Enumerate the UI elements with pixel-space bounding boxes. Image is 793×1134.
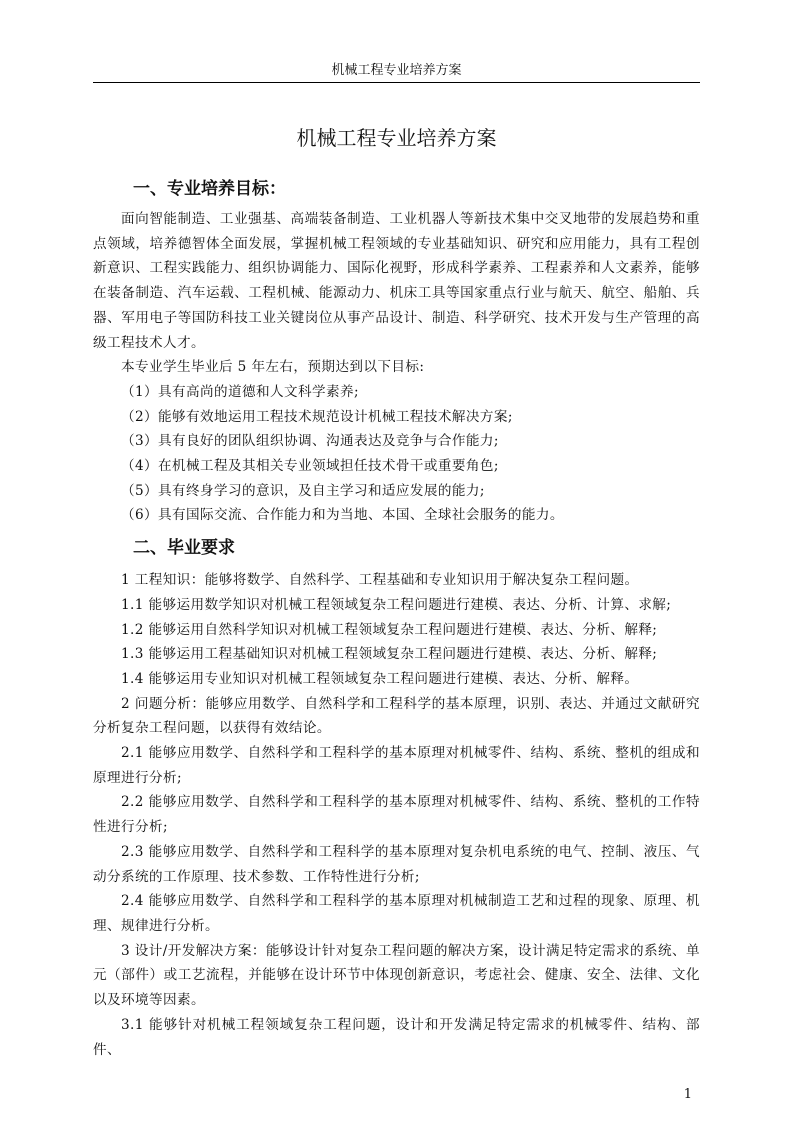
paragraph: 2 问题分析：能够应用数学、自然科学和工程科学的基本原理，识别、表达、并通过文献研究分析复杂工程问题，以获得有效结论。 [93,695,700,737]
page-number: 1 [683,1087,692,1103]
list-item: （4）在机械工程及其相关专业领域担任技术骨干或重要角色; [121,458,499,475]
paragraph: 3.1 能够针对机械工程领域复杂工程问题，设计和开发满足特定需求的机械零件、结构、部件、 [93,1016,700,1058]
header-rule [93,82,700,83]
paragraph: 1.4 能够运用专业知识对机械工程领域复杂工程问题进行建模、表达、分析、解释。 [121,670,639,687]
paragraph: 3 设计/开发解决方案：能够设计针对复杂工程问题的解决方案，设计满足特定需求的系统、单元（部件）或工艺流程，并能够在设计环节中体现创新意识，考虑社会、健康、安全、法律、文化以及环境等因素。 [93,942,700,1009]
paragraph: 面向智能制造、工业强基、高端装备制造、工业机器人等新技术集中交叉地带的发展趋势和重点领域，培养德智体全面发展，掌握机械工程领域的专业基础知识、研究和应用能力，具有工程创新意识、工程实践能力、组织协调能力、国际化视野，形成科学素养、工程素养和人文素养，能够在装备制造、汽车运载、工程机械、能源动力、机床工具等国家重点行业与航天、航空、船舶、兵器、军用电子等国防科技工业关键岗位从事产品设计、制造、科学研究、技术开发与生产管理的高级工程技术人才。 [93,211,700,351]
section-requirements-body [93,568,700,1062]
document-title: 机械工程专业培养方案 [296,126,497,150]
paragraph: 2.2 能够应用数学、自然科学和工程科学的基本原理对机械零件、结构、系统、整机的工作特性进行分析; [93,794,700,836]
paragraph: 1.3 能够运用工程基础知识对机械工程领域复杂工程问题进行建模、表达、分析、解释; [121,646,658,663]
paragraph: 2.3 能够应用数学、自然科学和工程科学的基本原理对复杂机电系统的电气、控制、液压、气动分系统的工作原理、技术参数、工作特性进行分析; [93,843,700,885]
paragraph: 1.2 能够运用自然科学知识对机械工程领域复杂工程问题进行建模、表达、分析、解释; [121,621,658,638]
list-item: （2）能够有效地运用工程技术规范设计机械工程技术解决方案; [121,408,513,425]
list-item: （3）具有良好的团队组织协调、沟通表达及竞争与合作能力; [121,433,499,450]
section-goals-body [93,207,700,528]
section-heading-requirements: 二、毕业要求 [133,538,235,559]
list-item: （1）具有高尚的道德和人文科学素养; [121,383,359,400]
paragraph: 2.1 能够应用数学、自然科学和工程科学的基本原理对机械零件、结构、系统、整机的组成和原理进行分析; [93,745,700,786]
paragraph: 本专业学生毕业后 5 年左右，预期达到以下目标: [121,359,425,376]
running-header: 机械工程专业培养方案 [331,63,462,78]
document-page [93,0,700,1134]
list-item: （5）具有终身学习的意识，及自主学习和适应发展的能力; [121,482,485,499]
paragraph: 2.4 能够应用数学、自然科学和工程科学的基本原理对机械制造工艺和过程的现象、原理、机理、规律进行分析。 [93,893,700,934]
paragraph: 1.1 能够运用数学知识对机械工程领域复杂工程问题进行建模、表达、分析、计算、求解; [121,596,672,613]
list-item: （6）具有国际交流、合作能力和为当地、本国、全球社会服务的能力。 [121,507,564,524]
section-heading-goals: 一、专业培养目标： [133,179,286,199]
paragraph: 1 工程知识：能够将数学、自然科学、工程基础和专业知识用于解决复杂工程问题。 [121,572,639,589]
